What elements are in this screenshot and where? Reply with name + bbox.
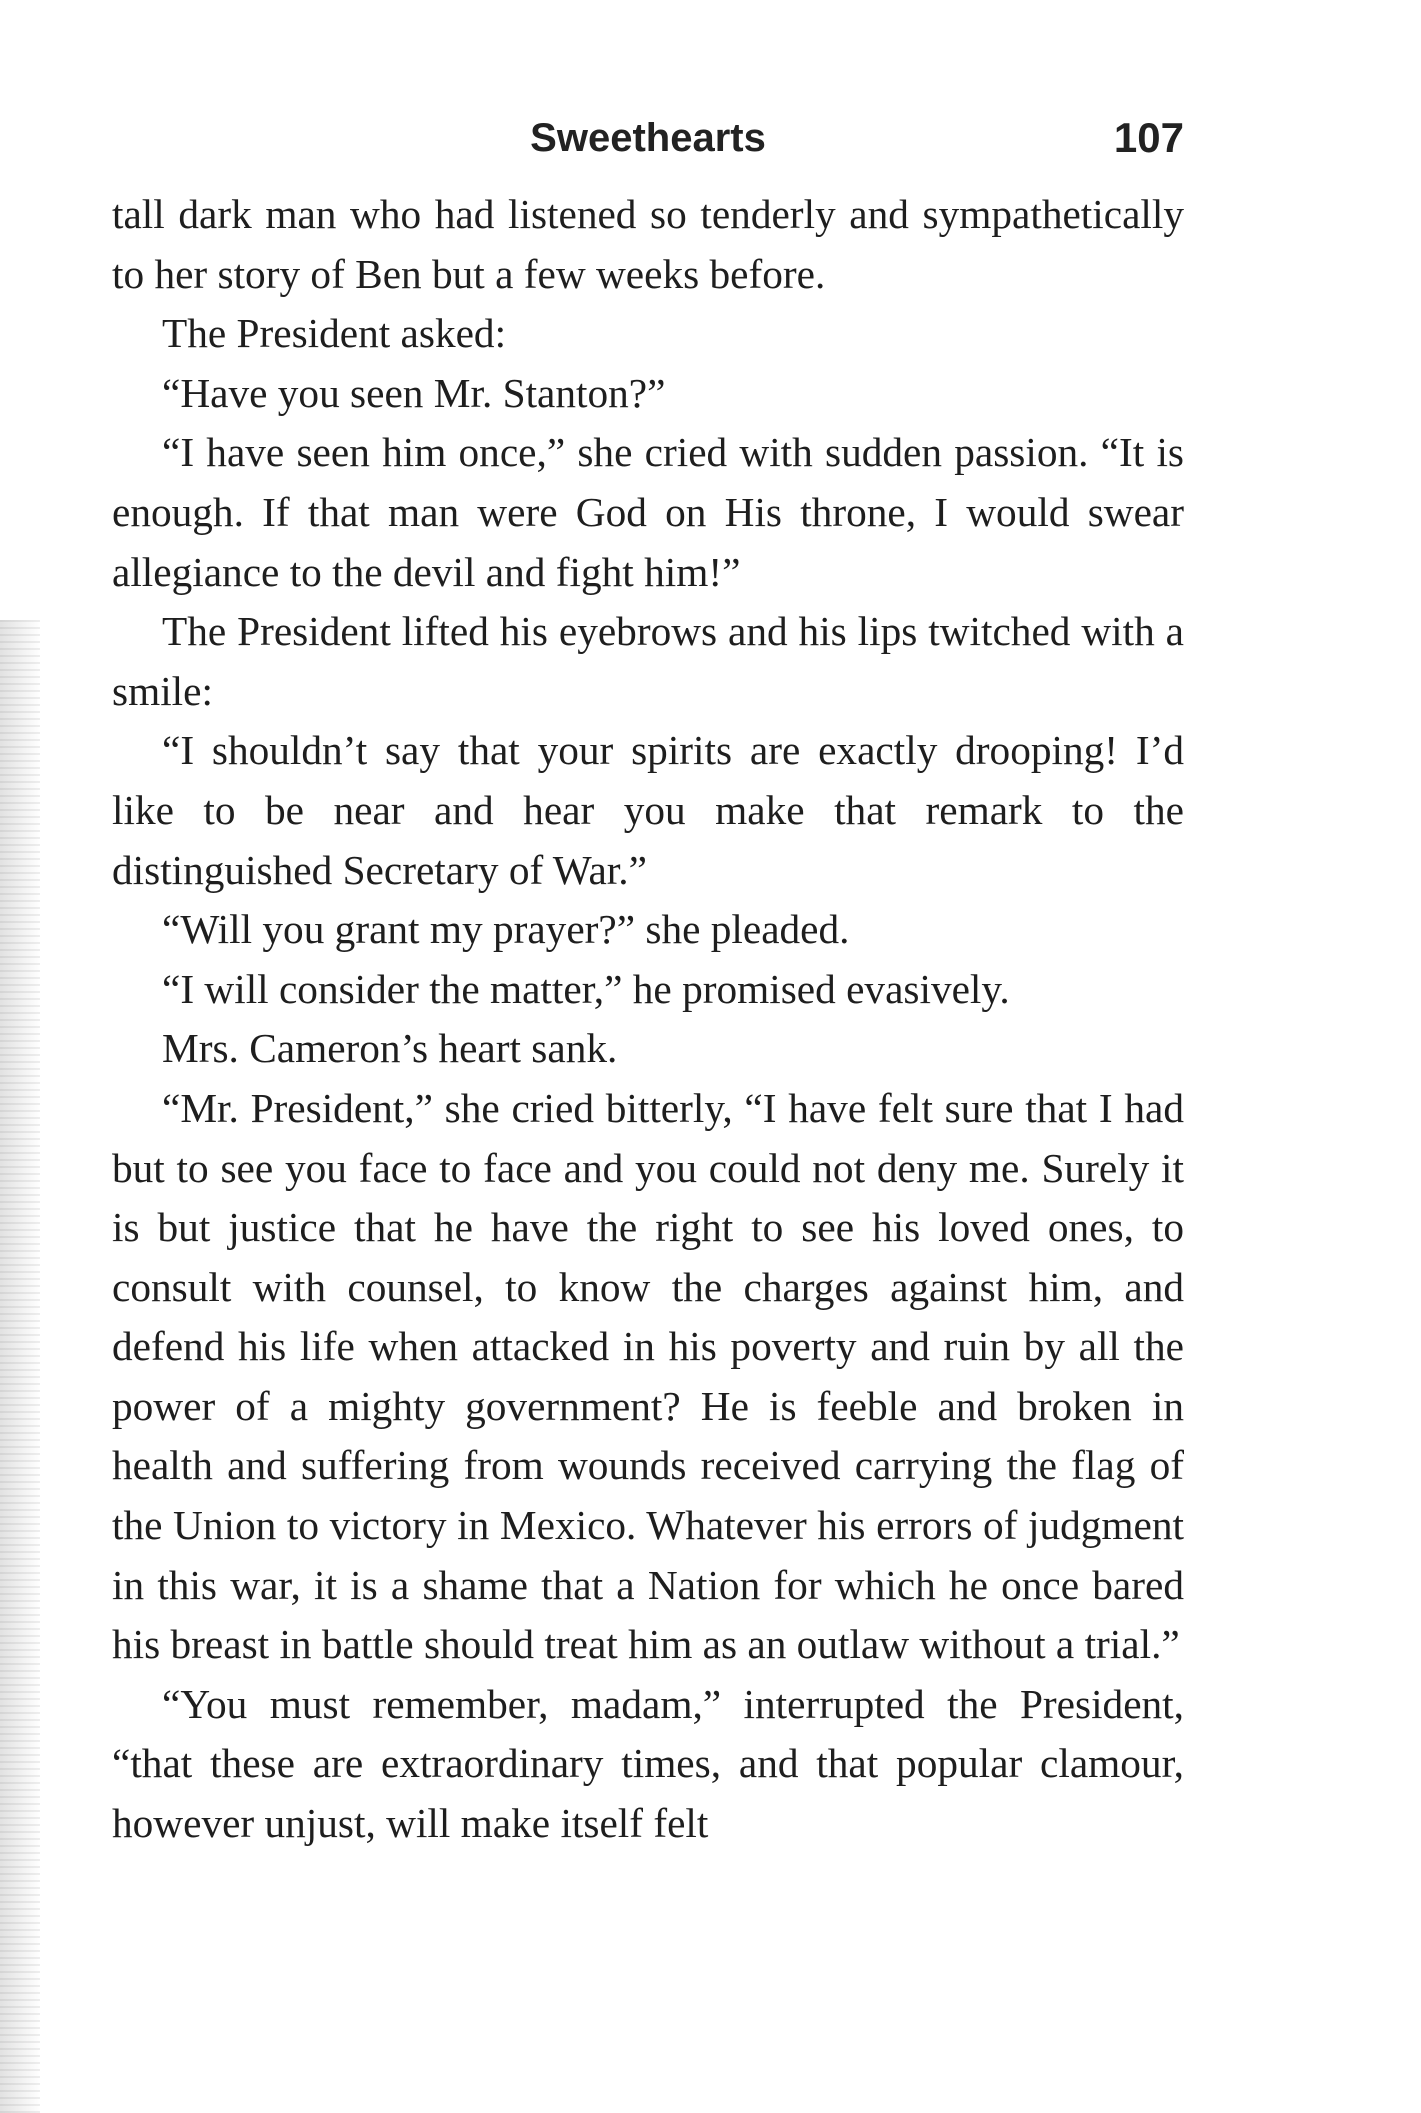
body-text: [112, 185, 1184, 1854]
paragraph: tall dark man who had listened so tenderly and sympathetically to her story of Ben but a few weeks before.: [112, 191, 1184, 297]
running-title: Sweethearts: [530, 116, 766, 160]
paragraph: “Mr. President,” she cried bitterly, “I have felt sure that I had but to see you face to face and you could not deny me. Surely it is but justice that he have the right to see his loved ones, to consult with counsel, to know the charges against him, and defend his life when attacked in his poverty and ruin by all the power of a mighty government? He is feeble and broken in health and suffering from wounds received carrying the flag of the Union to victory in Mexico. Whatever his errors of judgment in this war, it is a shame that a Nation for which he once bared his breast in battle should treat him as an outlaw without a trial.”: [112, 1084, 1184, 1668]
paragraph: “You must remember, madam,” interrupted the President, “that these are extraordinary times, and that popular clamour, however unjust, will make itself felt: [112, 1680, 1184, 1847]
paragraph: “I shouldn’t say that your spirits are exactly drooping! I’d like to be near and hear you make that remark to the distinguished Secretary of War.”: [112, 727, 1184, 893]
page-edge-shadow: [0, 620, 40, 2113]
page-number: 107: [1113, 114, 1184, 161]
paragraph: The President lifted his eyebrows and his lips twitched with a smile:: [112, 608, 1184, 714]
paragraph: “Will you grant my prayer?” she pleaded.: [162, 906, 850, 953]
paragraph: The President asked:: [162, 310, 507, 357]
paragraph: “I have seen him once,” she cried with sudden passion. “It is enough. If that man were God on His throne, I would swear allegiance to the devil and fight him!”: [112, 429, 1184, 595]
paragraph: Mrs. Cameron’s heart sank.: [162, 1025, 618, 1072]
paragraph: “Have you seen Mr. Stanton?”: [162, 369, 666, 416]
paragraph: “I will consider the matter,” he promised evasively.: [162, 965, 1010, 1012]
running-header: [112, 108, 1184, 168]
